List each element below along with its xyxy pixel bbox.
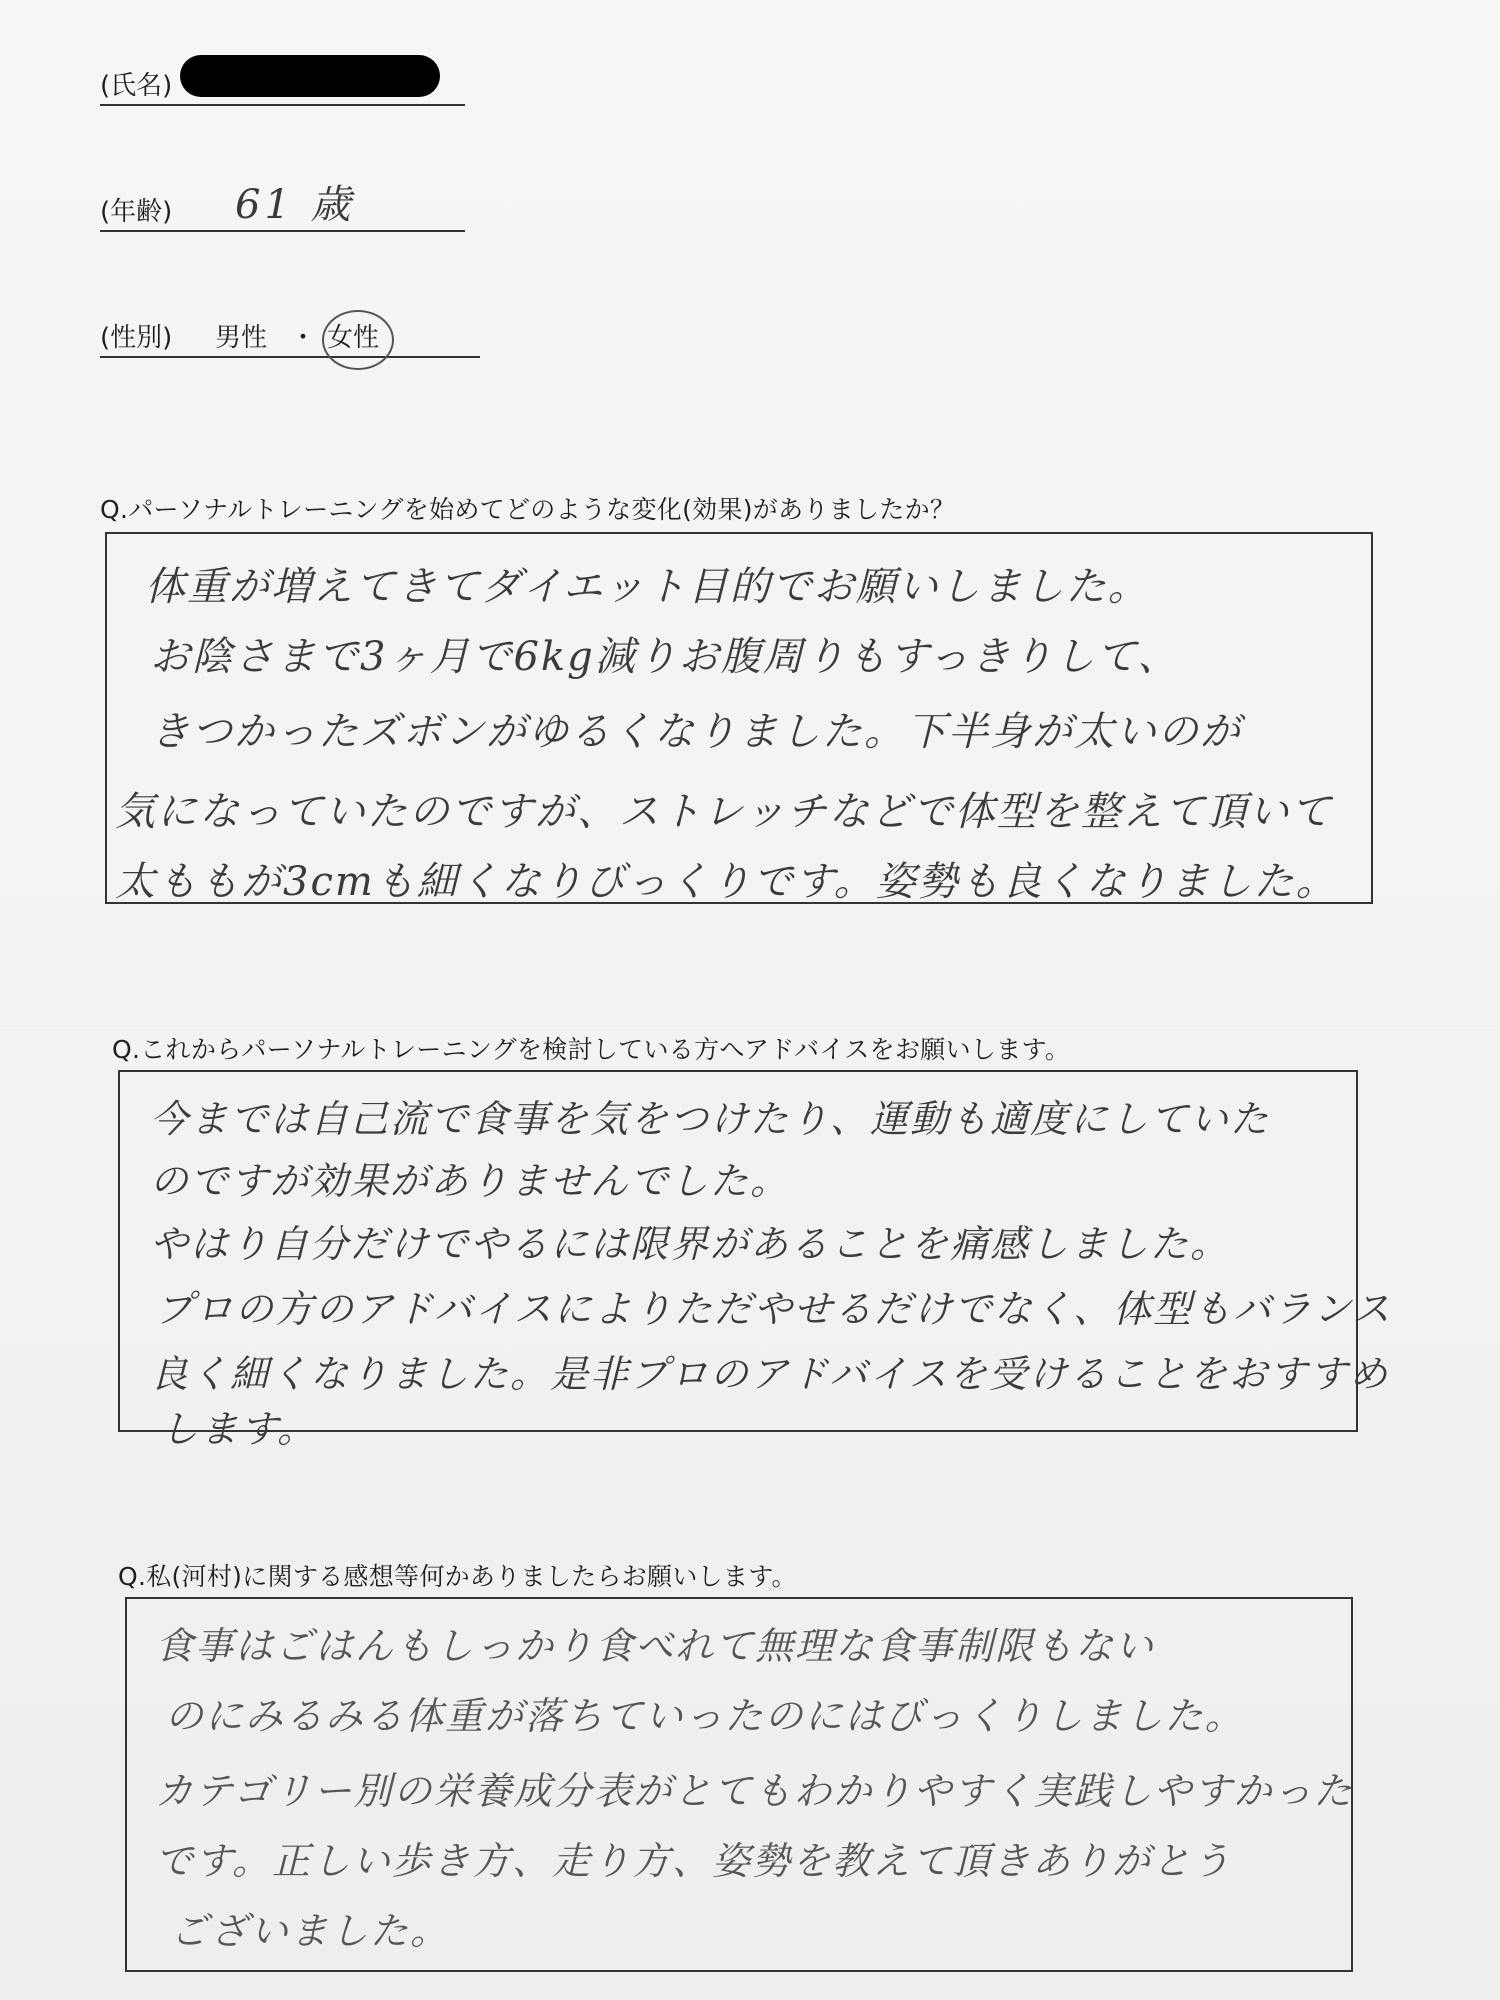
gender-option-female: 女性 bbox=[327, 323, 380, 353]
answer-line: のにみるみる体重が落ちていったのにはびっくりしました。 bbox=[165, 1694, 1245, 1738]
answer-line: 太ももが3cmも細くなりびっくりです。姿勢も良くなりました。 bbox=[115, 859, 1338, 905]
age-value: 61 歳 bbox=[235, 182, 355, 228]
paper-fold bbox=[0, 1025, 1500, 1027]
name-underline bbox=[100, 104, 465, 106]
answer-line: します。 bbox=[160, 1407, 317, 1451]
age-field bbox=[100, 182, 470, 232]
answer-line: 今までは自己流で食事を気をつけたり、運動も適度にしていた bbox=[150, 1097, 1271, 1141]
gender-option-male: 男性 bbox=[215, 323, 268, 353]
answer-line: やはり自分だけでやるには限界があることを痛感しました。 bbox=[150, 1222, 1231, 1266]
gender-underline bbox=[100, 356, 480, 358]
redaction-mark bbox=[180, 55, 440, 97]
female-selection-circle bbox=[322, 310, 394, 370]
age-underline bbox=[100, 230, 465, 232]
answer-line: 食事はごはんもしっかり食べれて無理な食事制限もない bbox=[155, 1624, 1156, 1668]
gender-separator: ・ bbox=[290, 323, 317, 353]
answer-line: カテゴリー別の栄養成分表がとてもわかりやすく実践しやすかった bbox=[155, 1769, 1354, 1813]
answer-line: 良く細くなりました。是非プロのアドバイスを受けることをおすすめ bbox=[150, 1352, 1390, 1396]
answer-line: ございました。 bbox=[170, 1909, 451, 1953]
name-label: (氏名) bbox=[100, 71, 173, 101]
answer-line: 気になっていたのですが、ストレッチなどで体型を整えて頂いて bbox=[115, 789, 1333, 835]
answer-line: 体重が増えてきてダイエット目的でお願いしました。 bbox=[145, 564, 1150, 610]
question-3-label: Q.私(河村)に関する感想等何かありましたらお願いします。 bbox=[118, 1562, 797, 1591]
question-1-label: Q.パーソナルトレーニングを始めてどのような変化(効果)がありましたか？ bbox=[100, 495, 956, 524]
answer-line: きつかったズボンがゆるくなりました。下半身が太いのが bbox=[150, 709, 1242, 755]
age-label: (年齢) bbox=[100, 197, 173, 227]
question-2-label: Q.これからパーソナルトレーニングを検討している方へアドバイスをお願いします。 bbox=[112, 1035, 1071, 1064]
answer-line: お陰さまで3ヶ月で6kg減りお腹周りもすっきりして、 bbox=[150, 634, 1180, 680]
answer-line: です。正しい歩き方、走り方、姿勢を教えて頂きありがとう bbox=[155, 1839, 1232, 1883]
answer-line: プロの方のアドバイスによりただやせるだけでなく、体型もバランス bbox=[155, 1287, 1392, 1331]
gender-label: (性別) bbox=[100, 323, 173, 353]
answer-line: のですが効果がありませんでした。 bbox=[150, 1159, 791, 1203]
gender-field bbox=[100, 318, 480, 358]
